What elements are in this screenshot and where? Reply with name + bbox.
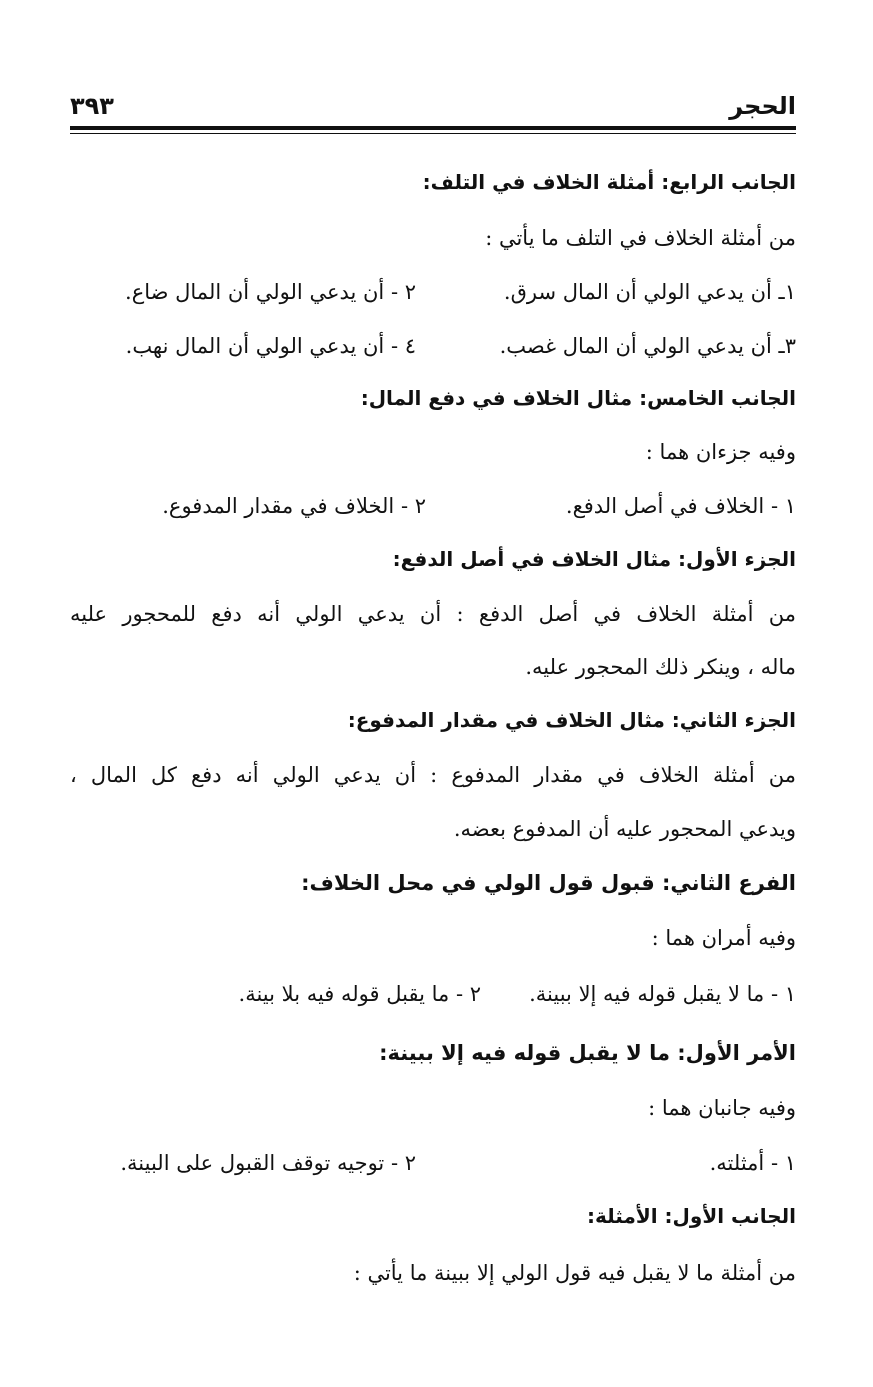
section-heading: الجانب الأول: الأمثلة:: [586, 1204, 796, 1228]
list-item: ٤ - أن يدعي الولي أن المال نهب.: [125, 334, 416, 358]
branch-heading: الفرع الثاني: قبول قول الولي في محل الخلاف:: [301, 871, 796, 895]
paragraph-line: وفيه جزءان هما :: [645, 440, 796, 464]
paragraph-line: ماله ، وينكر ذلك المحجور عليه.: [525, 655, 796, 679]
section-heading: الجزء الأول: مثال الخلاف في أصل الدفع:: [392, 547, 796, 571]
paragraph-line: من أمثلة الخلاف في أصل الدفع : أن يدعي الولي أنه دفع للمحجور عليه: [70, 602, 796, 626]
list-row: [70, 274, 796, 310]
list-item: ٣ـ أن يدعي الولي أن المال غصب.: [499, 334, 796, 358]
section-heading: الجانب الخامس: مثال الخلاف في دفع المال:: [360, 386, 796, 410]
list-item: ٢ - ما يقبل قوله فيه بلا بينة.: [238, 982, 481, 1006]
paragraph-line: من أمثلة الخلاف في مقدار المدفوع : أن يدعي الولي أنه دفع كل المال ،: [70, 763, 796, 787]
list-item: ١ - الخلاف في أصل الدفع.: [565, 494, 796, 518]
section-heading: الجزء الثاني: مثال الخلاف في مقدار المدفوع:: [347, 708, 796, 732]
header-rule-thick: [70, 126, 796, 130]
header-rule-thin: [70, 133, 796, 134]
list-item: ١ـ أن يدعي الولي أن المال سرق.: [503, 280, 796, 304]
section-heading: الأمر الأول: ما لا يقبل قوله فيه إلا ببينة:: [379, 1041, 796, 1065]
list-row: [70, 976, 796, 1012]
paragraph-line: وفيه أمران هما :: [651, 926, 796, 950]
list-row: [70, 1145, 796, 1181]
running-header: [70, 92, 796, 124]
list-item: ٢ - الخلاف في مقدار المدفوع.: [162, 494, 426, 518]
chapter-title: الحجر: [729, 92, 796, 120]
list-item: ٢ - توجيه توقف القبول على البينة.: [120, 1151, 416, 1175]
list-item: ١ - أمثلته.: [709, 1151, 796, 1175]
section-heading: الجانب الرابع: أمثلة الخلاف في التلف:: [422, 170, 796, 194]
list-item: ١ - ما لا يقبل قوله فيه إلا ببينة.: [529, 982, 796, 1006]
paragraph-line: من أمثلة الخلاف في التلف ما يأتي :: [485, 226, 796, 250]
list-row: [70, 488, 796, 524]
list-item: ٢ - أن يدعي الولي أن المال ضاع.: [125, 280, 416, 304]
paragraph-line: وفيه جانبان هما :: [648, 1096, 796, 1120]
list-row: [70, 328, 796, 364]
paragraph-line: من أمثلة ما لا يقبل فيه قول الولي إلا ببينة ما يأتي :: [353, 1261, 796, 1285]
paragraph-line: ويدعي المحجور عليه أن المدفوع بعضه.: [453, 817, 796, 841]
page-number: ٣٩٣: [70, 92, 114, 120]
